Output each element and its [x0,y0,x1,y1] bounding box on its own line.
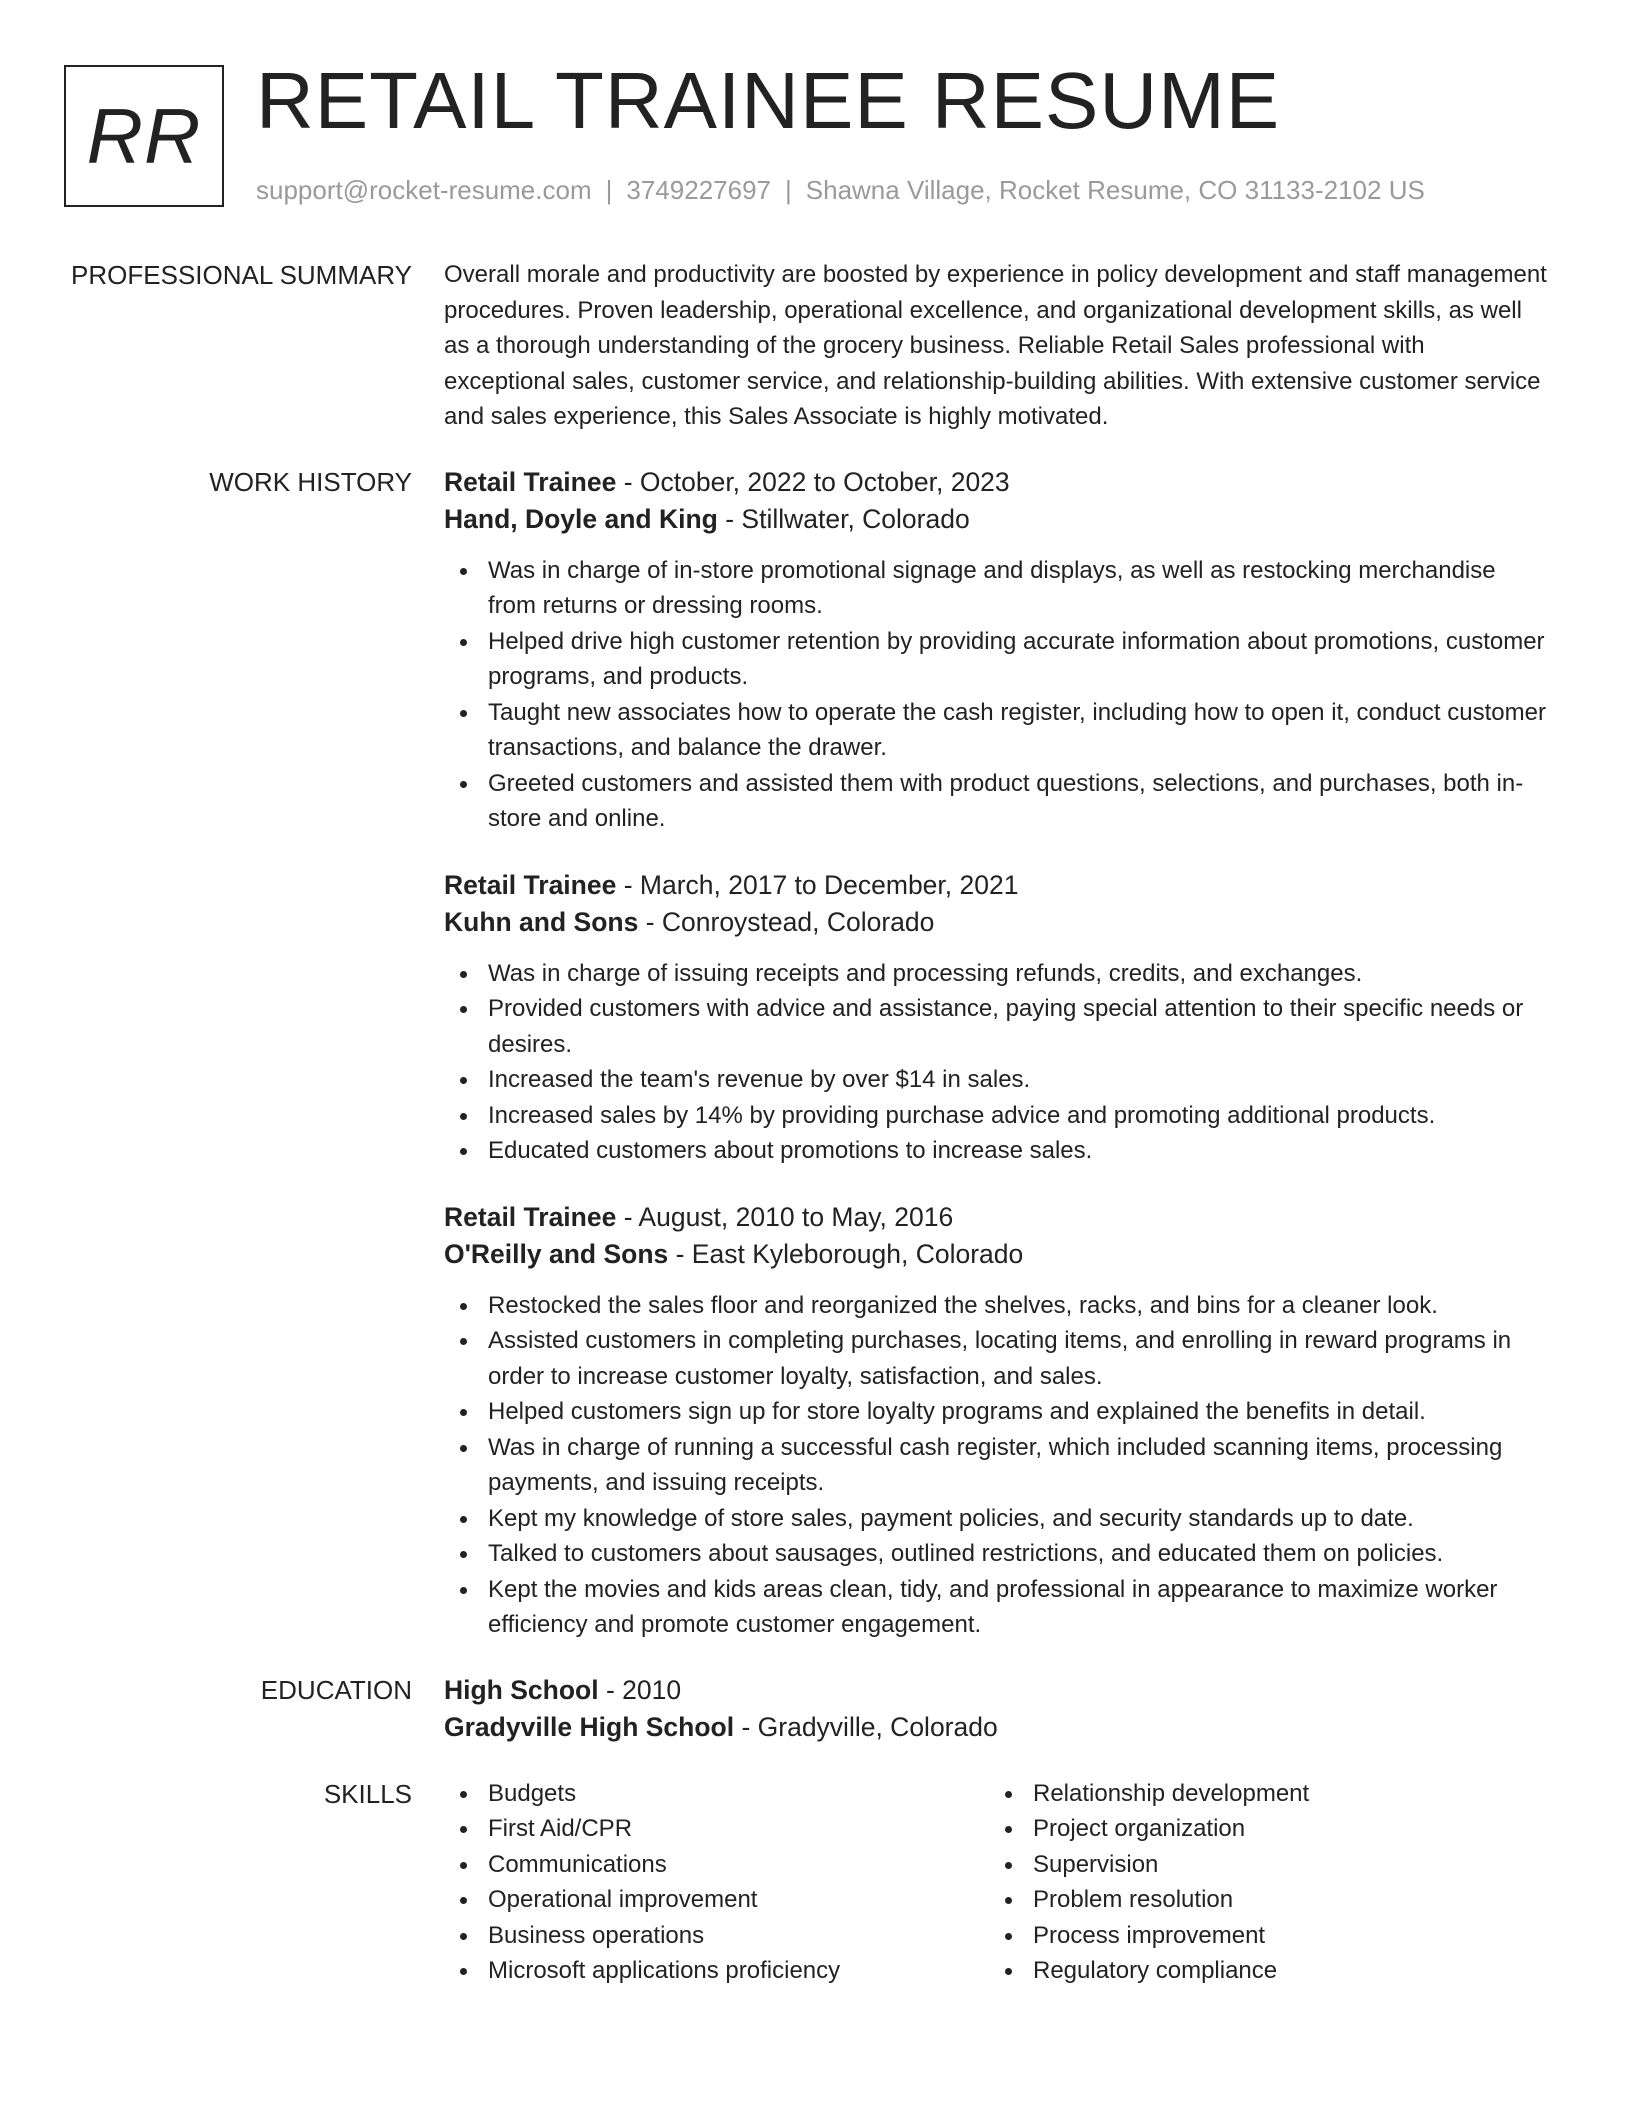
job-duty-text: Was in charge of in-store promotional signage and displays, as well as restocking merchandise from returns or dressing rooms. [488,556,1496,619]
job-duty [444,1133,1549,1169]
job-duty-text: Increased the team's revenue by over $14 in sales. [488,1066,1031,1093]
summary-body [444,257,1549,435]
bullet-icon [460,1587,467,1594]
summary-text: Overall morale and productivity are boosted by experience in policy development and staff management procedures. Proven leadership, operational excellence, and organizational development skills, as well as a thorough understanding of the grocery business. Reliable Retail Sales professional with exceptional sales, customer service, and relationship-building abilities. With extensive customer service and sales experience, this Sales Associate is highly motivated. [444,261,1547,430]
skill-item [444,1847,989,1883]
bullet-icon [460,568,467,575]
education-year: - 2010 [598,1674,682,1705]
education-section [0,1672,1632,1747]
job-title: Retail Trainee [444,869,617,900]
skill-item [989,1847,1534,1883]
skills-list-right [989,1776,1534,1989]
job-duty [444,991,1549,1062]
job-duty-text: Helped drive high customer retention by providing accurate information about promotions, customer programs, and products. [488,627,1545,690]
job-duties-list [444,553,1549,837]
skill-item [989,1953,1534,1989]
skill-item [989,1811,1534,1847]
bullet-icon [1005,1933,1012,1940]
contact-separator: | [605,175,613,205]
education-degree-line [444,1672,1549,1710]
job-location: - Conroystead, Colorado [638,907,935,937]
job-duty-text: Greeted customers and assisted them with product questions, selections, and purchases, both in-store and online. [488,769,1524,832]
bullet-icon [460,1862,467,1869]
skill-item [989,1776,1534,1812]
job-duty [444,1062,1549,1098]
bullet-icon [460,1006,467,1013]
skill-item [444,1953,989,1989]
skill-item [444,1776,989,1812]
job-duty [444,1394,1549,1430]
skill-text: Relationship development [1033,1779,1310,1807]
contact-separator: | [785,175,792,205]
skill-text: Operational improvement [488,1886,758,1913]
job-entry [444,464,1549,837]
job-duty [444,1323,1549,1394]
skill-text: Communications [488,1850,667,1878]
contact-phone[interactable]: 3749227697 [626,175,771,205]
job-title-line [444,464,1549,502]
bullet-icon [460,1445,467,1452]
job-duty-text: Kept my knowledge of store sales, payment policies, and security standards up to date. [488,1504,1414,1532]
education-degree: High School [444,1674,599,1705]
bullet-icon [460,639,467,646]
skill-item [989,1882,1534,1918]
monogram-initials: RR [86,91,202,180]
job-dates: - March, 2017 to December, 2021 [616,869,1019,900]
job-duty-text: Provided customers with advice and assistance, paying special attention to their specific needs or desires. [488,995,1524,1058]
job-duty [444,766,1549,837]
job-duty [444,1430,1549,1501]
skills-section [0,1776,1632,1989]
skill-text: First Aid/CPR [488,1815,633,1842]
section-label-skills: SKILLS [323,1778,412,1809]
bullet-icon [460,1897,467,1904]
job-duty [444,1536,1549,1572]
resume-title: RETAIL TRAINEE RESUME [256,56,1281,145]
job-duty [444,956,1549,992]
job-duty-text: Restocked the sales floor and reorganized the shelves, racks, and bins for a cleaner look. [488,1291,1438,1319]
job-duty [444,1572,1549,1643]
bullet-icon [1005,1897,1012,1904]
work-history-section [0,464,1632,1643]
resume-body [0,257,1632,2018]
bullet-icon [460,710,467,717]
section-label-education: EDUCATION [260,1674,412,1705]
contact-line [256,173,1425,207]
job-company-line [444,904,1549,942]
skill-item [989,1918,1534,1954]
job-duty [444,1288,1549,1324]
summary-section [0,257,1632,435]
job-company-line [444,501,1549,539]
job-duty-text: Taught new associates how to operate the cash register, including how to open it, conduct customer transactions, and balance the drawer. [488,698,1546,761]
job-title: Retail Trainee [444,466,617,497]
section-label-work-history: WORK HISTORY [209,466,412,497]
job-duty-text: Helped customers sign up for store loyalty programs and explained the benefits in detail. [488,1398,1426,1425]
bullet-icon [460,781,467,788]
bullet-icon [460,1791,467,1798]
job-dates: - October, 2022 to October, 2023 [616,466,1010,497]
bullet-icon [1005,1968,1012,1975]
bullet-icon [460,1826,467,1833]
skill-text: Regulatory compliance [1033,1957,1278,1984]
bullet-icon [460,1303,467,1310]
job-title-line [444,867,1549,905]
job-duty [444,624,1549,695]
bullet-icon [460,1968,467,1975]
bullet-icon [460,1551,467,1558]
skill-text: Supervision [1033,1850,1159,1878]
bullet-icon [1005,1791,1012,1798]
job-duty [444,695,1549,766]
education-location: - Gradyville, Colorado [734,1712,998,1742]
skill-item [444,1882,989,1918]
job-duty [444,1501,1549,1537]
job-duty-text: Assisted customers in completing purchases, locating items, and enrolling in reward programs in order to increase customer loyalty, satisfaction, and sales. [488,1327,1512,1390]
contact-address: Shawna Village, Rocket Resume, CO 31133-2102 US [805,175,1425,205]
skill-text: Problem resolution [1033,1886,1234,1913]
job-duty-text: Increased sales by 14% by providing purchase advice and promoting additional products. [488,1101,1436,1129]
job-duties-list [444,956,1549,1169]
job-title: Retail Trainee [444,1201,617,1232]
education-body [444,1672,1549,1747]
job-duty [444,1098,1549,1134]
skill-item [444,1811,989,1847]
skill-text: Budgets [488,1779,577,1807]
bullet-icon [460,1409,467,1416]
skill-item [444,1918,989,1954]
section-label-summary: PROFESSIONAL SUMMARY [71,260,412,290]
job-dates: - August, 2010 to May, 2016 [616,1201,954,1232]
work-history-body [444,464,1549,1643]
job-duty-text: Talked to customers about sausages, outlined restrictions, and educated them on policies. [488,1540,1444,1567]
job-location: - East Kyleborough, Colorado [668,1239,1024,1269]
job-location: - Stillwater, Colorado [717,504,970,534]
education-school-line [444,1709,1549,1747]
bullet-icon [1005,1862,1012,1869]
skills-list-left [444,1776,989,1989]
job-company: Kuhn and Sons [444,907,639,937]
bullet-icon [460,1113,467,1120]
contact-email[interactable]: support@rocket-resume.com [256,175,592,205]
skill-text: Project organization [1033,1815,1246,1842]
monogram-logo [64,65,224,207]
bullet-icon [460,1516,467,1523]
job-duties-list [444,1288,1549,1643]
job-company: Hand, Doyle and King [444,504,718,534]
bullet-icon [460,971,467,978]
bullet-icon [460,1148,467,1155]
job-company-line [444,1236,1549,1274]
job-title-line [444,1199,1549,1237]
bullet-icon [460,1933,467,1940]
skill-text: Microsoft applications proficiency [488,1957,841,1984]
bullet-icon [460,1077,467,1084]
job-duty-text: Was in charge of running a successful cash register, which included scanning items, processing payments, and issuing receipts. [488,1433,1503,1496]
education-school: Gradyville High School [444,1712,735,1742]
job-duty-text: Kept the movies and kids areas clean, tidy, and professional in appearance to maximize worker efficiency and promote customer engagement. [488,1575,1498,1638]
job-duty [444,553,1549,624]
job-entry [444,867,1549,1169]
bullet-icon [460,1338,467,1345]
skill-text: Business operations [488,1921,705,1949]
skill-text: Process improvement [1033,1921,1266,1949]
job-company: O'Reilly and Sons [444,1239,669,1269]
job-duty-text: Was in charge of issuing receipts and processing refunds, credits, and exchanges. [488,959,1363,987]
job-entry [444,1199,1549,1643]
job-duty-text: Educated customers about promotions to increase sales. [488,1137,1093,1164]
bullet-icon [1005,1826,1012,1833]
skills-body [444,1776,1549,1989]
